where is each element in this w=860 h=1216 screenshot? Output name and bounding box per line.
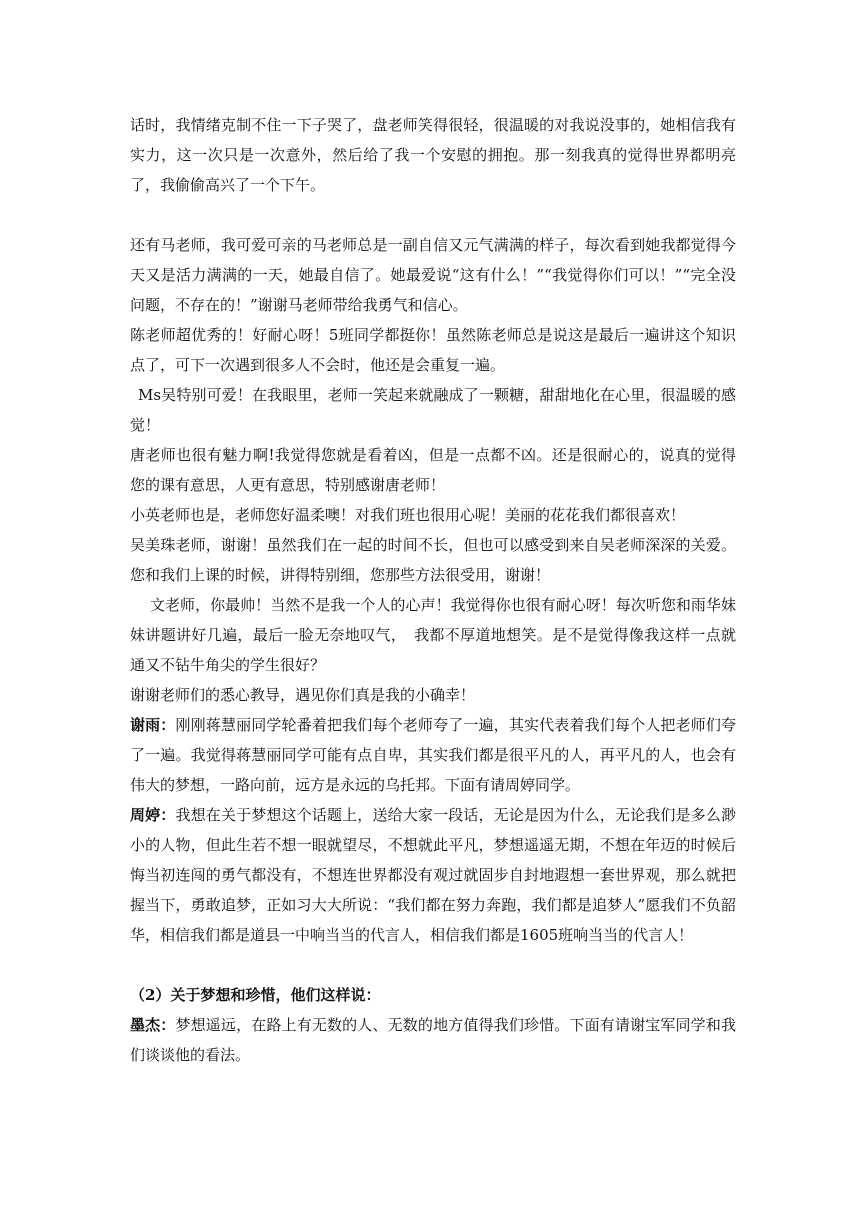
paragraph: 唐老师也很有魅力啊!我觉得您就是看着凶，但是一点都不凶。还是很耐心的，说真的觉得您的课有意思，人更有意思，特别感谢唐老师！ xyxy=(130,446,736,494)
paragraph: 谢谢老师们的悉心教导，遇见你们真是我的小确幸！ xyxy=(130,686,476,704)
paragraph: 周婷：我想在关于梦想这个话题上，送给大家一段话，无论是因为什么，无论我们是多么渺小的人物，但此生若不想一眼就望尽，不想就此平凡，梦想遥遥无期，不想在年迈的时候后悔当初连闯的勇气都没有，不想连世界都没有观过就固步自封地遐想一套世界观，那么就把握当下，勇敢追梦，正如习大大所说：“我们都在努力奔跑，我们都是追梦人”愿我们不负韶华，相信我们都是道县一中响当当的代言人，相信我们都是1605班响当当的代言人！ xyxy=(130,806,736,944)
section-heading: （2）关于梦想和珍惜，他们这样说： xyxy=(130,986,381,1004)
paragraph: 谢雨：刚刚蒋慧丽同学轮番着把我们每个老师夸了一遍，其实代表着我们每个人把老师们夸了一遍。我觉得蒋慧丽同学可能有点自卑，其实我们都是很平凡的人，再平凡的人，也会有伟大的梦想，一路向前，远方是永远的乌托邦。下面有请周婷同学。 xyxy=(130,716,736,794)
speaker-name: 周婷： xyxy=(130,806,176,824)
speaker-name: 谢雨： xyxy=(130,716,176,734)
paragraph: 话时，我情绪克制不住一下子哭了，盘老师笑得很轻，很温暖的对我说没事的，她相信我有实力，这一次只是一次意外，然后给了我一个安慰的拥抱。那一刻我真的觉得世界都明亮了，我偷偷高兴了一个下午。 xyxy=(130,116,736,194)
paragraph: 小英老师也是，老师您好温柔噢！对我们班也很用心呢！美丽的花花我们都很喜欢！ xyxy=(130,506,686,524)
paragraph: 墨杰：梦想遥远，在路上有无数的人、无数的地方值得我们珍惜。下面有请谢宝军同学和我们谈谈他的看法。 xyxy=(130,1016,736,1064)
paragraph: 吴美珠老师，谢谢！虽然我们在一起的时间不长，但也可以感受到来自吴老师深深的关爱。您和我们上课的时候，讲得特别细，您那些方法很受用，谢谢！ xyxy=(130,536,736,584)
paragraph: 文老师，你最帅！当然不是我一个人的心声！我觉得你也很有耐心呀！每次听您和雨华妹妹讲题讲好几遍，最后一脸无奈地叹气， 我都不厚道地想笑。是不是觉得像我这样一点就通又不钻牛角尖的学生很好？ xyxy=(130,596,736,674)
paragraph: Ms吴特别可爱！在我眼里，老师一笑起来就融成了一颗糖，甜甜地化在心里，很温暖的感觉！ xyxy=(130,386,736,434)
paragraph: 还有马老师，我可爱可亲的马老师总是一副自信又元气满满的样子，每次看到她我都觉得今天又是活力满满的一天，她最自信了。她最爱说“这有什么！”“我觉得你们可以！”“完全没问题，不存在的！”谢谢马老师带给我勇气和信心。 xyxy=(130,236,736,314)
speaker-name: 墨杰： xyxy=(130,1016,176,1034)
paragraph: 陈老师超优秀的！好耐心呀！5班同学都挺你！虽然陈老师总是说这是最后一遍讲这个知识点了，可下一次遇到很多人不会时，他还是会重复一遍。 xyxy=(130,326,736,374)
